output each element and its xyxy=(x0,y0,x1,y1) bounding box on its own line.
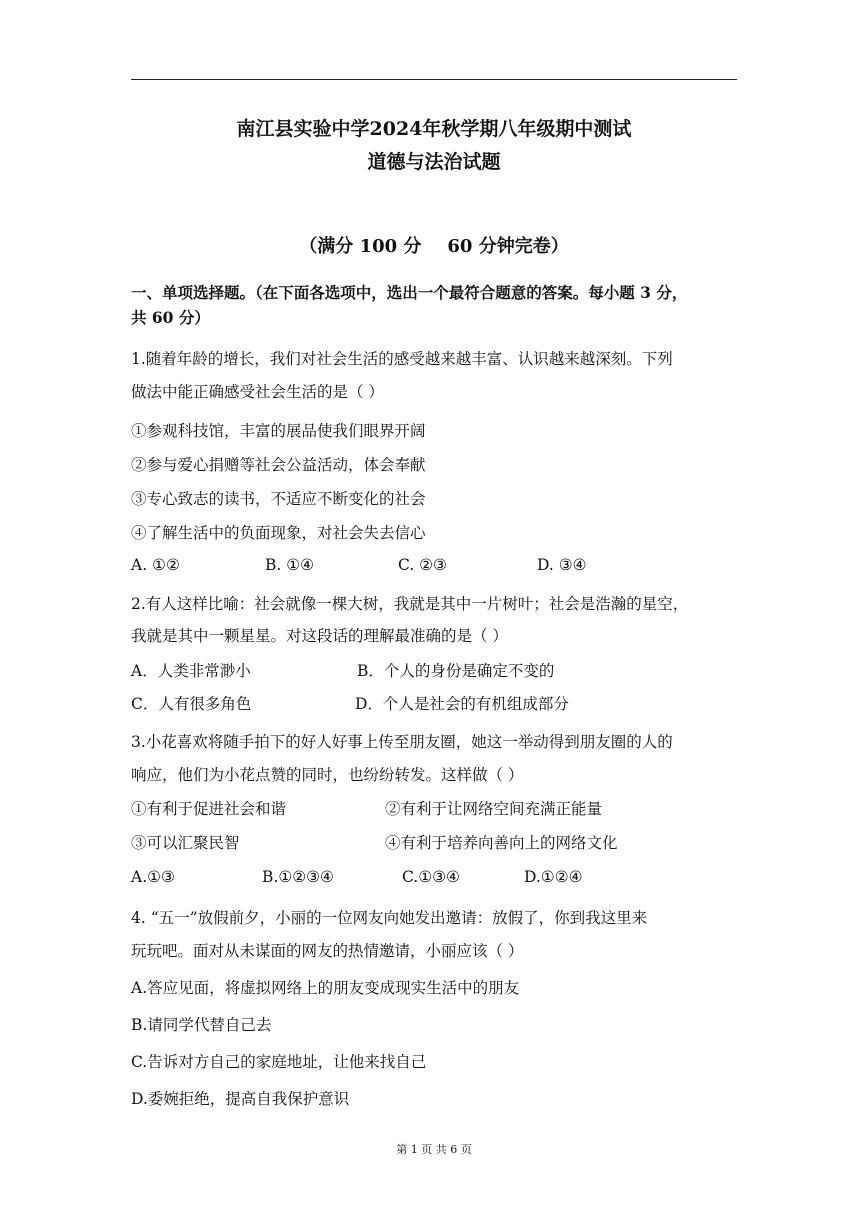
score-time: 60 分钟完卷） xyxy=(447,236,569,257)
q3-stem-cont: 响应，他们为小花点赞的同时，也纷纷转发。这样做（ ） xyxy=(131,766,524,784)
q2-stem: 2.有人这样比喻：社会就像一棵大树，我就是其中一片树叶；社会是浩瀚的星空， xyxy=(131,595,689,613)
q1-option-b: B. ①④ xyxy=(265,556,315,574)
section-heading-cont: 共 60 分） xyxy=(131,308,210,327)
q1-item: ①参观科技馆，丰富的展品使我们眼界开阔 xyxy=(131,422,426,440)
q1-item: ④了解生活中的负面现象，对社会失去信心 xyxy=(131,524,426,542)
q4-option-a: A.答应见面，将虚拟网络上的朋友变成现实生活中的朋友 xyxy=(131,979,520,997)
q1-option-d: D. ③④ xyxy=(537,556,587,574)
score-info xyxy=(0,232,868,258)
header-rule xyxy=(131,79,737,80)
q3-option-c: C.①③④ xyxy=(402,868,460,886)
page-number: 第 1 页 共 6 页 xyxy=(396,1143,472,1156)
q1-item: ②参与爱心捐赠等社会公益活动，体会奉献 xyxy=(131,456,426,474)
q3-option-a: A.①③ xyxy=(131,868,175,886)
q3-item: ①有利于促进社会和谐 xyxy=(131,800,287,818)
q2-option-b: B．个人的身份是确定不变的 xyxy=(357,662,555,680)
q2-option-d: D．个人是社会的有机组成部分 xyxy=(355,695,569,713)
q3-item: ②有利于让网络空间充满正能量 xyxy=(385,800,603,818)
section-heading: 一、单项选择题。（在下面各选项中，选出一个最符合题意的答案。每小题 3 分， xyxy=(131,283,688,302)
q2-option-a: A．人类非常渺小 xyxy=(131,662,251,680)
q2-stem-cont: 我就是其中一颗星星。对这段话的理解最准确的是（ ） xyxy=(131,627,508,645)
q1-item: ③专心致志的读书，不适应不断变化的社会 xyxy=(131,490,426,508)
q3-option-b: B.①②③④ xyxy=(262,868,334,886)
q4-stem: 4. “五一”放假前夕，小丽的一位网友向她发出邀请：放假了，你到我这里来 xyxy=(131,909,648,927)
score-full: （满分 100 分 xyxy=(299,236,422,257)
q3-option-d: D.①②④ xyxy=(524,868,583,886)
q3-stem: 3.小花喜欢将随手拍下的好人好事上传至朋友圈，她这一举动得到朋友圈的人的 xyxy=(131,733,673,751)
q3-item: ③可以汇聚民智 xyxy=(131,834,240,852)
q1-stem-cont: 做法中能正确感受社会生活的是（ ） xyxy=(131,383,384,401)
exam-subject: 道德与法治试题 xyxy=(367,151,501,173)
exam-title: 南江县实验中学2024年秋学期八年级期中测试 xyxy=(236,118,632,140)
q1-option-a: A. ①② xyxy=(131,556,180,574)
q2-option-c: C．人有很多角色 xyxy=(131,695,252,713)
q4-stem-cont: 玩玩吧。面对从未谋面的网友的热情邀请，小丽应该（ ） xyxy=(131,942,524,960)
q4-option-d: D.委婉拒绝，提高自我保护意识 xyxy=(131,1090,350,1108)
q4-option-c: C.告诉对方自己的家庭地址，让他来找自己 xyxy=(131,1053,427,1071)
q1-option-c: C. ②③ xyxy=(398,556,447,574)
q1-stem: 1.随着年龄的增长，我们对社会生活的感受越来越丰富、认识越来越深刻。下列 xyxy=(131,350,673,368)
q4-option-b: B.请同学代替自己去 xyxy=(131,1016,272,1034)
q3-item: ④有利于培养向善向上的网络文化 xyxy=(385,834,618,852)
